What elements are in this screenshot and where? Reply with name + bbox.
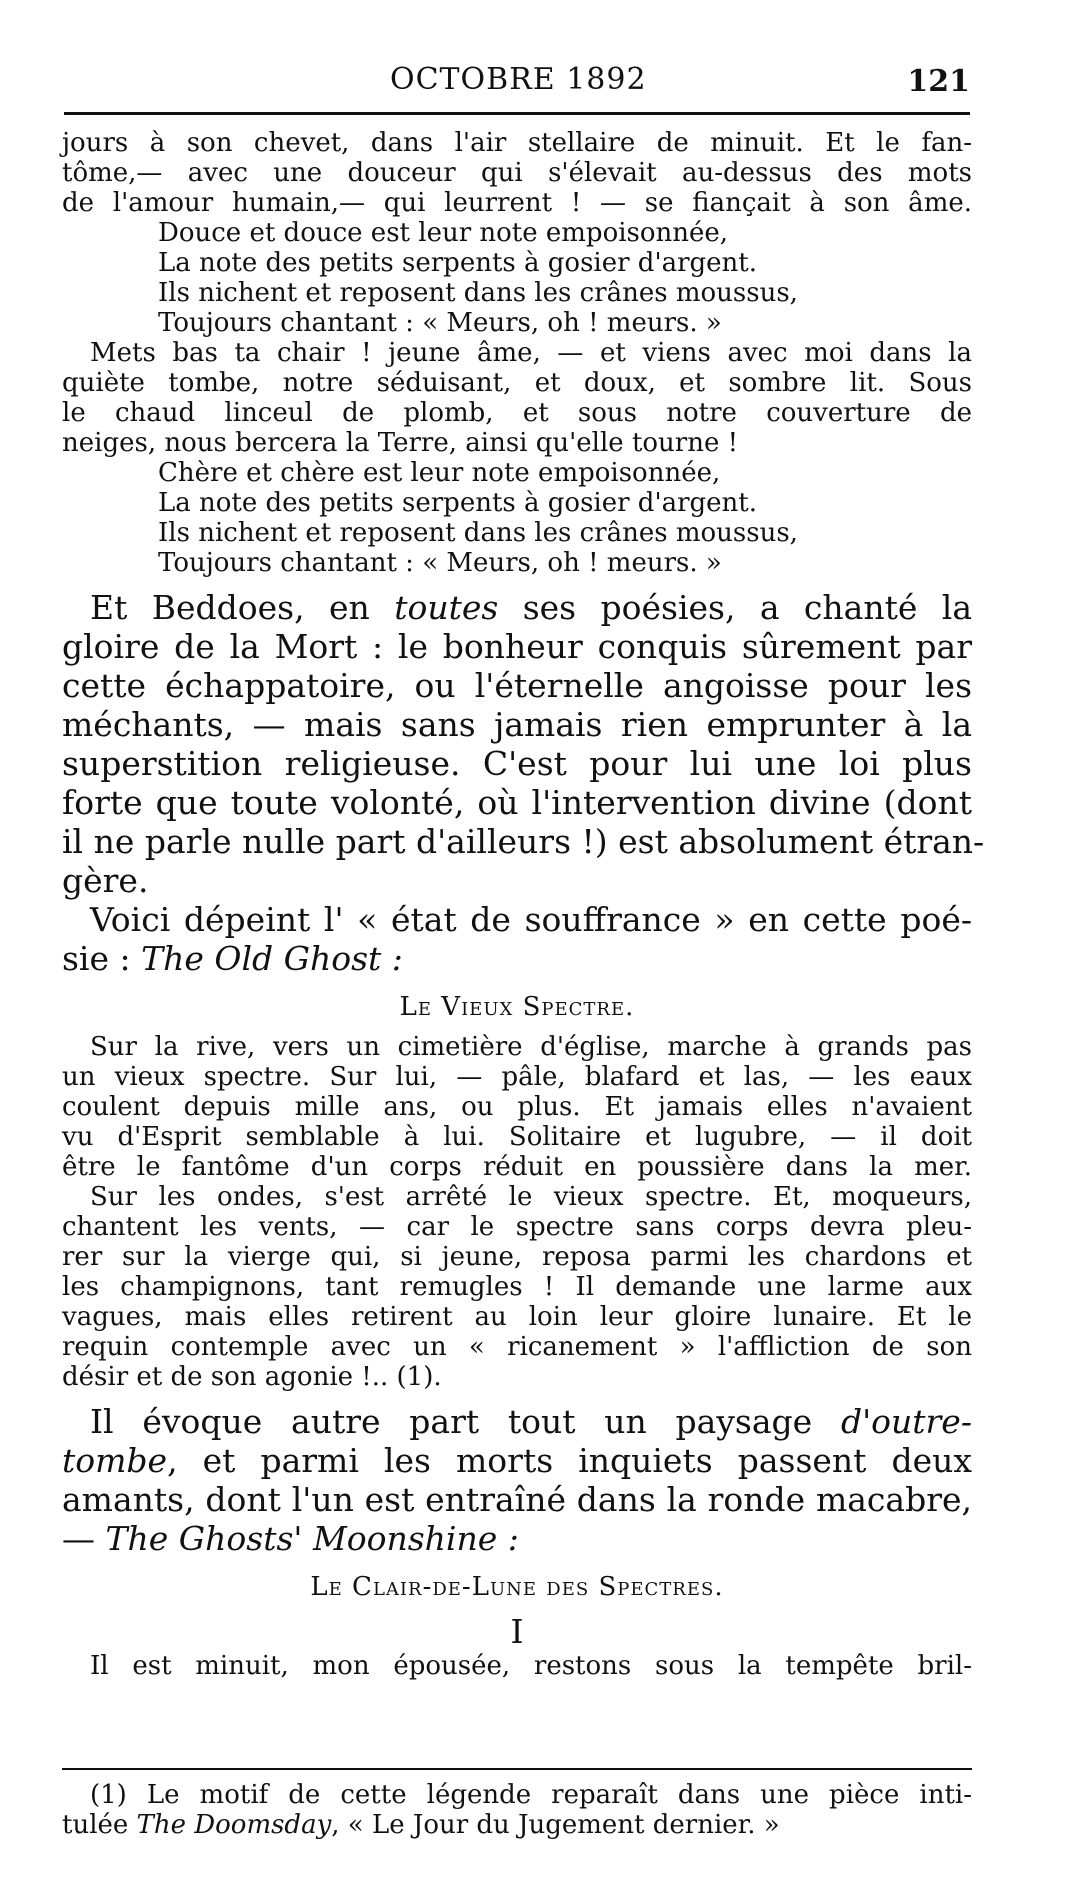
text-line: amants, dont l'un est entraîné dans la ronde macabre, — [62, 1480, 972, 1519]
text-line: un vieux spectre. Sur lui, — pâle, blafard et las, — les eaux — [62, 1062, 972, 1092]
page-number: 121 — [907, 64, 970, 99]
roman-numeral: I — [510, 1612, 524, 1651]
prose-paragraph-1 — [62, 1032, 972, 1182]
text-line: superstition religieuse. C'est pour lui une loi plus — [62, 744, 972, 783]
text-line: Mets bas ta chair ! jeune âme, — et viens avec moi dans la — [90, 338, 972, 368]
text-line — [62, 939, 972, 978]
paragraph-3 — [62, 588, 985, 900]
text-run: Il évoque autre part tout un paysage — [90, 1402, 841, 1441]
text-line: Il est minuit, mon épousée, restons sous la tempête bril- — [90, 1651, 972, 1681]
text-line — [62, 588, 972, 627]
header-rule — [64, 112, 970, 115]
text-line — [62, 1402, 972, 1441]
verse-line: Douce et douce est leur note empoisonnée, — [158, 218, 729, 248]
text-line: le chaud linceul de plomb, et sous notre couverture de — [62, 398, 972, 428]
page-body — [62, 128, 985, 1681]
emphasis: d'outre- — [840, 1402, 972, 1441]
text-line: méchants, — mais sans jamais rien emprunter à la — [62, 705, 972, 744]
verse-line: La note des petits serpents à gosier d'argent. — [158, 248, 758, 278]
footnote-line: (1) Le motif de cette légende reparaît dans une pièce inti- — [90, 1780, 972, 1810]
verse-line: Chère et chère est leur note empoisonnée, — [158, 458, 721, 488]
text-run: , et parmi les morts inquiets passent deux — [167, 1441, 972, 1480]
section-heading-clair-de-lune: Le Clair-de-Lune des Spectres. — [310, 1572, 724, 1602]
verse-line: Ils nichent et reposent dans les crânes moussus, — [158, 518, 798, 548]
text-line: Sur la rive, vers un cimetière d'église, marche à grands pas — [90, 1032, 972, 1062]
verse-line: Toujours chantant : « Meurs, oh ! meurs. » — [158, 308, 722, 338]
text-line: il ne parle nulle part d'ailleurs !) est absolument étran- — [62, 822, 985, 861]
emphasis: toutes — [394, 588, 499, 627]
text-line: vagues, mais elles retirent au loin leur gloire lunaire. Et le — [62, 1302, 972, 1332]
running-title: OCTOBRE 1892 — [390, 62, 647, 97]
prose-paragraph-2 — [62, 1182, 972, 1392]
running-header — [70, 62, 970, 102]
text-run: ses poésies, a chanté la — [498, 588, 973, 627]
verse-line: La note des petits serpents à gosier d'argent. — [158, 488, 758, 518]
emphasis: The Doomsday — [136, 1810, 332, 1840]
text-line: vu d'Esprit semblable à lui. Solitaire et lugubre, — il doit — [62, 1122, 972, 1152]
text-line: tôme,— avec une douceur qui s'élevait au-dessus des mots — [62, 158, 972, 188]
footnote-line — [62, 1810, 972, 1840]
footnote — [62, 1780, 972, 1840]
verse-line: Ils nichent et reposent dans les crânes moussus, — [158, 278, 798, 308]
text-line: désir et de son agonie !.. (1). — [62, 1362, 442, 1392]
text-line — [62, 1519, 972, 1558]
text-line: neiges, nous bercera la Terre, ainsi qu'elle tourne ! — [62, 428, 739, 458]
verse-line: Toujours chantant : « Meurs, oh ! meurs. » — [158, 548, 722, 578]
text-line: requin contemple avec un « ricanement » l'affliction de son — [62, 1332, 972, 1362]
text-line: de l'amour humain,— qui leurrent ! — se fiançait à son âme. — [62, 188, 972, 218]
text-line: gère. — [62, 861, 149, 900]
footnote-rule — [62, 1768, 972, 1770]
text-line: Voici dépeint l' « état de souffrance » en cette poé- — [90, 900, 972, 939]
text-line: les champignons, tant remugles ! Il demande une larme aux — [62, 1272, 972, 1302]
section-heading-vieux-spectre: Le Vieux Spectre. — [399, 992, 635, 1022]
paragraph-4 — [62, 900, 972, 978]
verse-stanza-1 — [62, 218, 972, 338]
paragraph-1 — [62, 128, 972, 218]
text-line: quiète tombe, notre séduisant, et doux, et sombre lit. Sous — [62, 368, 972, 398]
text-line: gloire de la Mort : le bonheur conquis sûrement par — [62, 627, 972, 666]
text-line: cette échappatoire, ou l'éternelle angoisse pour les — [62, 666, 972, 705]
text-line: Sur les ondes, s'est arrêté le vieux spectre. Et, moqueurs, — [90, 1182, 972, 1212]
emphasis: tombe — [62, 1441, 168, 1480]
text-run: sie : — [62, 939, 142, 978]
text-run: , « Le Jour du Jugement dernier. » — [331, 1810, 780, 1840]
text-line: coulent depuis mille ans, ou plus. Et jamais elles n'avaient — [62, 1092, 972, 1122]
text-run: tulée — [62, 1810, 137, 1840]
text-line: jours à son chevet, dans l'air stellaire de minuit. Et le fan- — [62, 128, 972, 158]
text-line — [62, 1441, 972, 1480]
text-line: être le fantôme d'un corps réduit en poussière dans la mer. — [62, 1152, 972, 1182]
verse-stanza-2 — [62, 458, 972, 578]
paragraph-5 — [62, 1402, 972, 1558]
text-run: — — [62, 1519, 106, 1558]
emphasis: The Old Ghost : — [141, 939, 403, 978]
text-line: rer sur la vierge qui, si jeune, reposa parmi les chardons et — [62, 1242, 972, 1272]
emphasis: The Ghosts' Moonshine : — [105, 1519, 519, 1558]
text-line: forte que toute volonté, où l'intervention divine (dont — [62, 783, 972, 822]
paragraph-2 — [62, 338, 972, 458]
text-line: chantent les vents, — car le spectre sans corps devra pleu- — [62, 1212, 972, 1242]
text-run: Et Beddoes, en — [90, 588, 395, 627]
